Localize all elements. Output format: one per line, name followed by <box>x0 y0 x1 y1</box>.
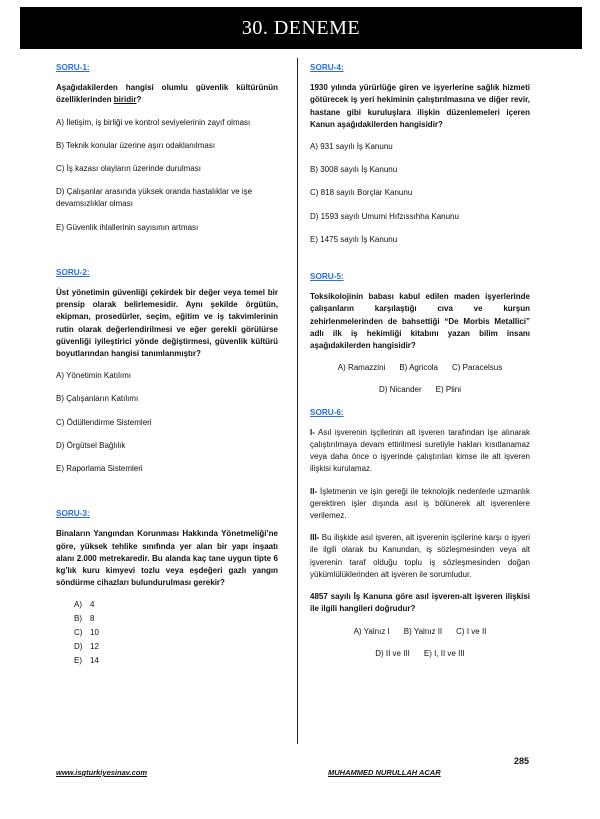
question-2-option-e[interactable]: E) Raporlama Sistemleri <box>56 464 143 474</box>
question-1-option-d[interactable]: D) Çalışanlar arasında yüksek oranda hastalıklar ve işe devamsızlıklar olması <box>56 187 253 209</box>
footer-website-link[interactable]: www.isgturkiyesinav.com <box>56 768 148 777</box>
question-3-text: Binaların Yangından Korunması Hakkında Yönetmeliği’ne göre, yüksek tehlike sınıfında yer alan bir yapı inşaatı alanı 2.000 metrekaredir. Bu alanda kaç tane uygun tipte 6 kg’lık kuru kimyevi tozlu veya eşdeğeri gazlı yangın söndürme cihazları bulundurulması gerekir? <box>56 529 278 588</box>
question-1-emphasis: biridir <box>113 95 137 105</box>
question-2-option-b[interactable]: B) Çalışanların Katılımı <box>56 394 139 404</box>
question-1-label: SORU-1: <box>56 63 90 72</box>
question-1 <box>56 62 278 234</box>
question-6-options-row-2 <box>310 648 530 660</box>
question-3 <box>56 508 278 667</box>
question-5 <box>310 271 530 397</box>
question-6-text: 4857 sayılı İş Kanuna göre asıl işveren-alt işveren ilişkisi ile ilgili hangileri doğrudur? <box>310 592 530 614</box>
question-6-statement-2: II- İşletmenin ve işin gereği ile teknolojik nedenlerle uzmanlık gerektiren işler dışında asıl iş bölünerek alt işverenlere verilemez. <box>310 486 530 521</box>
question-1-option-e[interactable]: E) Güvenlik ihlallerinin sayısının artması <box>56 222 199 232</box>
question-5-text: Toksikolojinin babası kabul edilen maden işyerlerinde çalışanların karşılaştığı cıva ve kurşun zehirlenmelerinden de bahsettiği “De Morbis Metallici” adlı ilk iş hekimliği kitabını yazan bilim insanı aşağıdakilerden hangisidir? <box>310 292 530 351</box>
question-3-option-b[interactable]: B) 8 <box>74 614 95 624</box>
question-5-option-c[interactable]: C) Paracelsus <box>452 363 503 373</box>
question-5-option-e[interactable]: E) Plini <box>435 385 462 395</box>
question-4-label: SORU-4: <box>310 63 344 72</box>
question-4-text: 1930 yılında yürürlüğe giren ve işyerlerine sağlık hizmeti götürecek iş yeri hekiminin çalıştırılmasına ve diğer revir, hastane gibi kuruluşlara ilişkin düzenlemeleri içeren Kanun aşağıdakilerden hangisidir? <box>310 83 530 129</box>
question-6-option-d[interactable]: D) II ve III <box>375 648 410 658</box>
question-4-option-d[interactable]: D) 1593 sayılı Umumi Hıfzıssıhha Kanunu <box>310 211 459 221</box>
left-column <box>56 62 278 668</box>
question-5-option-b[interactable]: B) Agricola <box>399 363 438 373</box>
question-6-statement-3: III- Bu ilişkide asıl işveren, alt işverenin işçilerine karşı o işyeri ile ilgili olarak bu Kanundan, iş sözleşmesinden veya alt işverenin taraf olduğu toplu iş sözleşmesinden doğan yükümlülüklerinden alt işveren ile sorumludur. <box>310 533 530 579</box>
question-3-option-e[interactable]: E) 14 <box>74 655 99 665</box>
question-4-option-b[interactable]: B) 3008 sayılı İş Kanunu <box>310 165 398 175</box>
question-6-option-e[interactable]: E) I, II ve III <box>423 648 465 658</box>
question-3-option-a[interactable]: A) 4 <box>74 600 95 610</box>
page-header <box>20 7 582 49</box>
right-column <box>310 62 530 670</box>
question-2-option-a[interactable]: A) Yönetimin Katılımı <box>56 371 131 381</box>
question-6-statement-1: I- Asıl işverenin işçilerinin alt işveren tarafından işe alınarak çalıştırılmaya devam ettirilmesi suretiyle hakları kısıtlanamaz veya daha önce o işyerinde çalıştırılan kimse ile alt işveren ilişkisi kurulamaz. <box>310 427 530 474</box>
question-3-label: SORU-3: <box>56 509 90 519</box>
question-2-option-d[interactable]: D) Örgütsel Bağlılık <box>56 440 126 450</box>
question-4-option-e[interactable]: E) 1475 sayılı İş Kanunu <box>310 234 398 244</box>
question-2-option-c[interactable]: C) Ödüllendirme Sistemleri <box>56 417 152 427</box>
question-2 <box>56 267 278 475</box>
question-6 <box>310 407 530 660</box>
question-5-label: SORU-5: <box>310 272 344 282</box>
question-5-option-a[interactable]: A) Ramazzini <box>337 363 386 373</box>
footer-author: MUHAMMED NURULLAH ACAR <box>328 768 441 777</box>
question-6-option-c[interactable]: C) I ve II <box>456 626 487 636</box>
question-3-option-c[interactable]: C) 10 <box>74 628 99 638</box>
question-2-text: Üst yönetimin güvenliği çekirdek bir değer veya temel bir prensip olarak belirlemesidir. Aynı şekilde örgütün, ekipman, prosedürler, seçim, eğitim ve iş takvimlerinin rutin olarak değerlendirilmesi ve eğer gerekli görülürse güvenliği iyileştirici yönde değiştirmesi, güvenlik kültürü boyutlarından hangisi tanımlanmıştır? <box>56 288 278 359</box>
question-5-option-d[interactable]: D) Nicander <box>378 385 422 395</box>
question-1-option-a[interactable]: A) İletişim, iş birliği ve kontrol seviyelerinin zayıf olması <box>56 117 251 127</box>
question-6-label: SORU-6: <box>310 407 344 417</box>
question-4 <box>310 62 530 246</box>
question-1-text: Aşağıdakilerden hangisi olumlu güvenlik kültürünün özelliklerinden biridir? <box>56 83 278 105</box>
question-4-option-c[interactable]: C) 818 sayılı Borçlar Kanunu <box>310 188 413 198</box>
column-divider <box>297 58 298 744</box>
question-1-option-b[interactable]: B) Teknik konular üzerine aşırı odaklanılması <box>56 140 216 150</box>
question-5-options-row-1 <box>310 362 530 374</box>
question-1-option-c[interactable]: C) İş kazası olayların üzerinde durulması <box>56 164 201 174</box>
question-5-options-row-2 <box>310 384 530 396</box>
question-6-option-b[interactable]: B) Yalnız II <box>403 626 443 636</box>
question-4-option-a[interactable]: A) 931 sayılı İş Kanunu <box>310 142 393 152</box>
question-6-option-a[interactable]: A) Yalnız I <box>353 626 390 636</box>
exam-title: 30. DENEME <box>241 16 361 39</box>
question-6-options-row-1 <box>310 626 530 638</box>
question-3-option-d[interactable]: D) 12 <box>74 641 99 651</box>
page-number: 285 <box>514 756 530 766</box>
question-2-label: SORU-2: <box>56 267 90 277</box>
